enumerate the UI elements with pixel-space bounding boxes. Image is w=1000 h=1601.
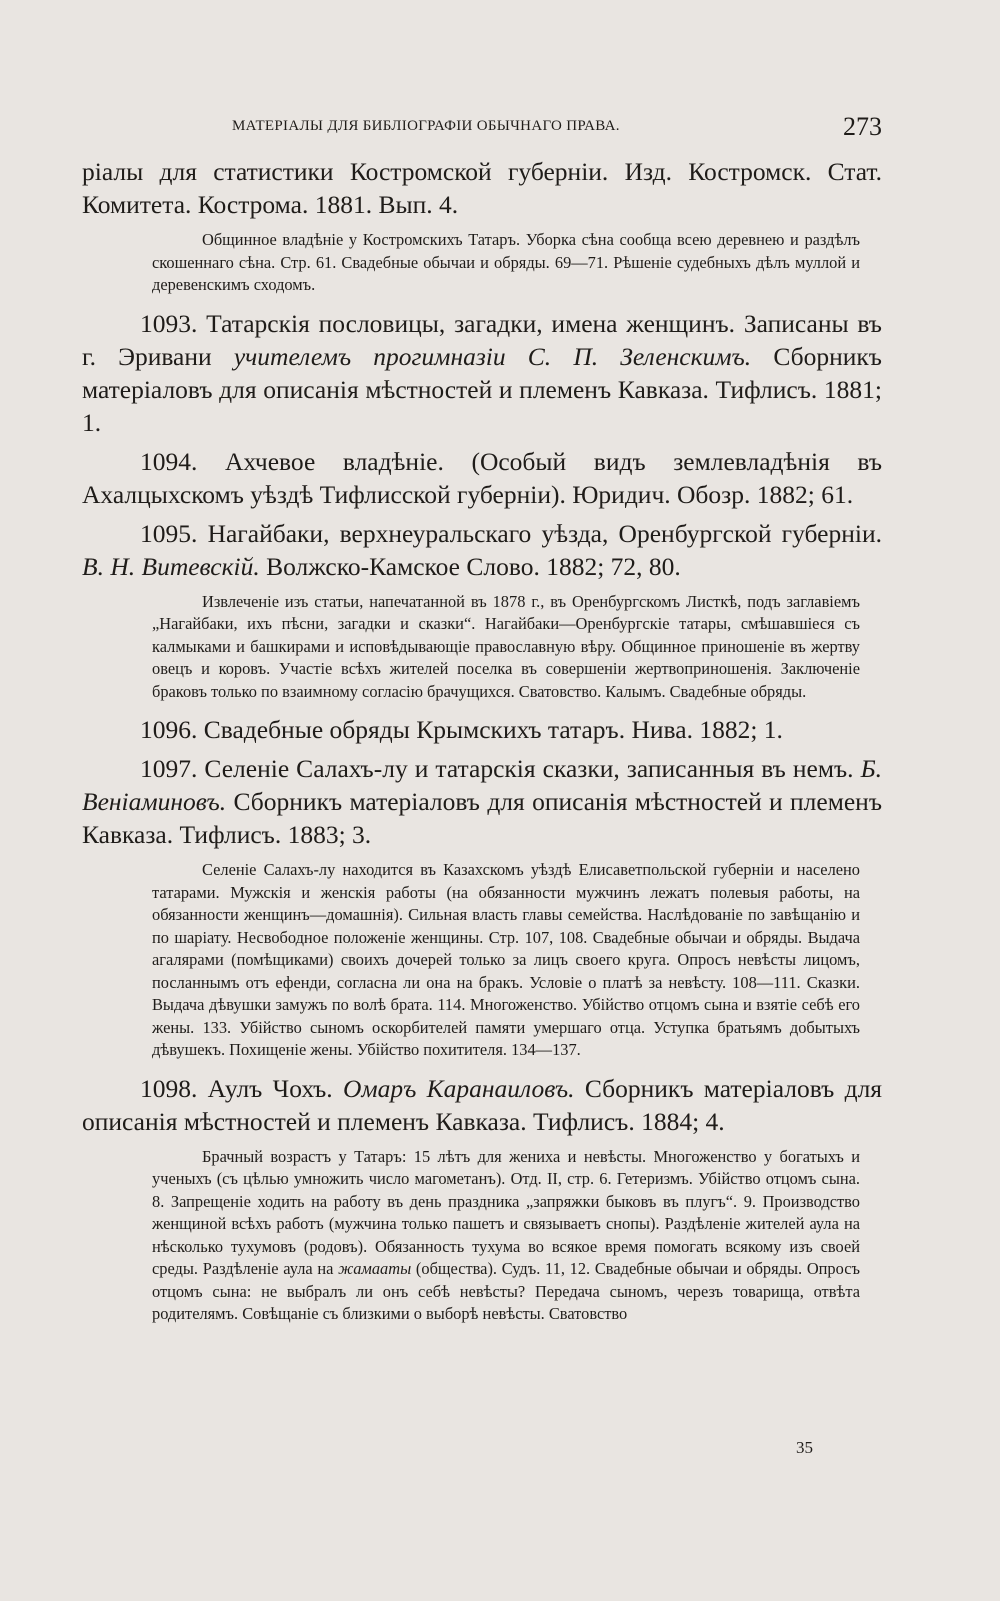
entry-number: 1098. — [140, 1073, 198, 1103]
entry-source: Волжско-Камское Слово. 1882; 72, 80. — [266, 551, 681, 581]
entry-source: Сборникъ матеріаловъ для описанія мѣстностей и племенъ Кавказа. Тифлисъ. 1881; 1. — [82, 341, 882, 437]
entry-1097 — [82, 752, 882, 851]
entry-title: Селеніе Салахъ-лу и татарскія сказки, записанныя въ немъ. — [204, 754, 854, 783]
entry-author: Омаръ Каранаиловъ. — [342, 1073, 575, 1103]
entry-number: 1097. — [140, 754, 198, 783]
entry-1098 — [82, 1072, 882, 1138]
entry-author: Б. Веніаминовъ. — [82, 754, 883, 816]
entry-1098-annotation — [152, 1146, 860, 1326]
entry-title: Ахчевое владѣніе. (Особый видъ землевладѣнія въ Ахалцыхскомъ уѣздѣ Тифлисской губерніи). Юридич. Обозр. 1882; 61. — [82, 446, 883, 509]
annotation-italic-term: жамааты — [338, 1259, 412, 1278]
entry-number: 1093. — [140, 308, 198, 338]
entry-number: 1094. — [140, 446, 198, 476]
entry-author: В. Н. Витевскій. — [82, 551, 260, 581]
entry-1095-annotation: Извлеченіе изъ статьи, напечатанной въ 1878 г., въ Оренбургскомъ Листкѣ, подъ заглавіемъ „Нагайбаки, ихъ пѣсни, загадки и сказки“. Нагайбаки—Оренбургскіе татары, смѣшавшіеся съ калмыками и башкирами и исповѣдывающіе православную вѣру. Общинное приношеніе въ жертву овецъ и коровъ. Участіе всѣхъ жителей поселка въ совершеніи жертвоприношенія. Заключеніе браковъ только по взаимному согласію брачущихся. Сватовство. Калымъ. Свадебные обряды. — [152, 591, 860, 701]
page-header — [82, 112, 882, 142]
entry-number: 1095. — [140, 518, 198, 548]
intro-citation: ріалы для статистики Костромской губерніи. Изд. Костромск. Стат. Комитета. Кострома. 1881. Вып. 4. — [82, 157, 882, 219]
entry-1094 — [82, 445, 882, 511]
entry-1095 — [82, 517, 882, 583]
signature-number: 35 — [796, 1438, 813, 1457]
entry-1093 — [82, 307, 882, 439]
entry-title: Свадебные обряды Крымскихъ татаръ. Нива. 1882; 1. — [203, 715, 783, 744]
entry-1097-annotation: Селеніе Салахъ-лу находится въ Казахскомъ уѣздѣ Елисаветпольской губерніи и населено татарами. Мужскія и женскія работы (на обязанности мужчинъ лежатъ полевыя работы, на обязанности женщинъ—домашнія). Сильная власть главы семейства. Наслѣдованіе по завѣщанію и по шаріату. Несвободное положеніе женщины. Стр. 107, 108. Свадебные обычаи и обряды. Выдача агалярами (помѣщиками) своихъ дочерей только за лицъ своего круга. Опросъ невѣсты лицомъ, посланнымъ отъ ефенди, согласна ли она на бракъ. Условіе о платѣ за невѣсту. 108—111. Сказки. Выдача дѣвушки замужъ по волѣ брата. 114. Многоженство. Убійство отцомъ сына и взятіе себѣ его жены. 133. Убійство сыномъ оскорбителей памяти умершаго отца. Уступка братьямъ добытыхъ дѣвушекъ. Похищеніе жены. Убійство похитителя. 134—137. — [152, 860, 860, 1059]
entry-source: Сборникъ матеріаловъ для описанія мѣстностей и племенъ Кавказа. Тифлисъ. 1883; 3. — [82, 787, 883, 849]
entry-number: 1096. — [140, 715, 198, 744]
page-content — [82, 155, 882, 1336]
page-number: 273 — [843, 112, 882, 141]
entry-title: Нагайбаки, верхнеуральскаго уѣзда, Оренбургской губерніи. — [207, 518, 882, 548]
entry-title: Аулъ Чохъ. — [207, 1073, 333, 1103]
annotation-text-b: (общества). Судъ. 11, 12. Свадебные обычаи и обряды. Опросъ отцомъ сына: не выбралъ ли онъ себѣ невѣсты? Передача сыномъ, черезъ товарища, отвѣта родителямъ. Совѣщаніе съ близкими о выборѣ невѣсты. Сватовство — [152, 1259, 860, 1323]
entry-title: Татарскія пословицы, загадки, имена женщинъ. Записаны въ г. Эривани — [82, 308, 882, 371]
entry-author: учителемъ прогимназіи С. П. Зеленскимъ. — [233, 341, 752, 371]
running-title: МАТЕРІАЛЫ ДЛЯ БИБЛІОГРАФІИ ОБЫЧНАГО ПРАВА. — [232, 118, 620, 134]
annotation-text-a: Брачный возрастъ у Татаръ: 15 лѣтъ для жениха и невѣсты. Многоженство у богатыхъ и ученыхъ (съ цѣлью умножить число магометанъ). Отд. II, стр. 6. Гетеризмъ. Убійство отцомъ сына. 8. Запрещеніе ходить на работу въ день праздника „запряжки быковъ въ плугъ“. 9. Производство женщиной всѣхъ работъ (мужчина только пашетъ и связываетъ снопы). Раздѣленіе жителей аула на нѣсколько тухумовъ (родовъ). Обязанность тухума во всякое время помогать всякому изъ своей среды. Раздѣленіе аула на — [152, 1146, 860, 1278]
intro-annotation: Общинное владѣніе у Костромскихъ Татаръ. Уборка сѣна сообща всею деревнею и раздѣлъ скошеннаго сѣна. Стр. 61. Свадебные обычаи и обряды. 69—71. Рѣшеніе судебныхъ дѣлъ муллой и деревенскимъ сходомъ. — [152, 230, 860, 294]
entry-1096 — [82, 713, 882, 746]
entry-source: Сборникъ матеріаловъ для описанія мѣстностей и племенъ Кавказа. Тифлисъ. 1884; 4. — [82, 1073, 883, 1136]
